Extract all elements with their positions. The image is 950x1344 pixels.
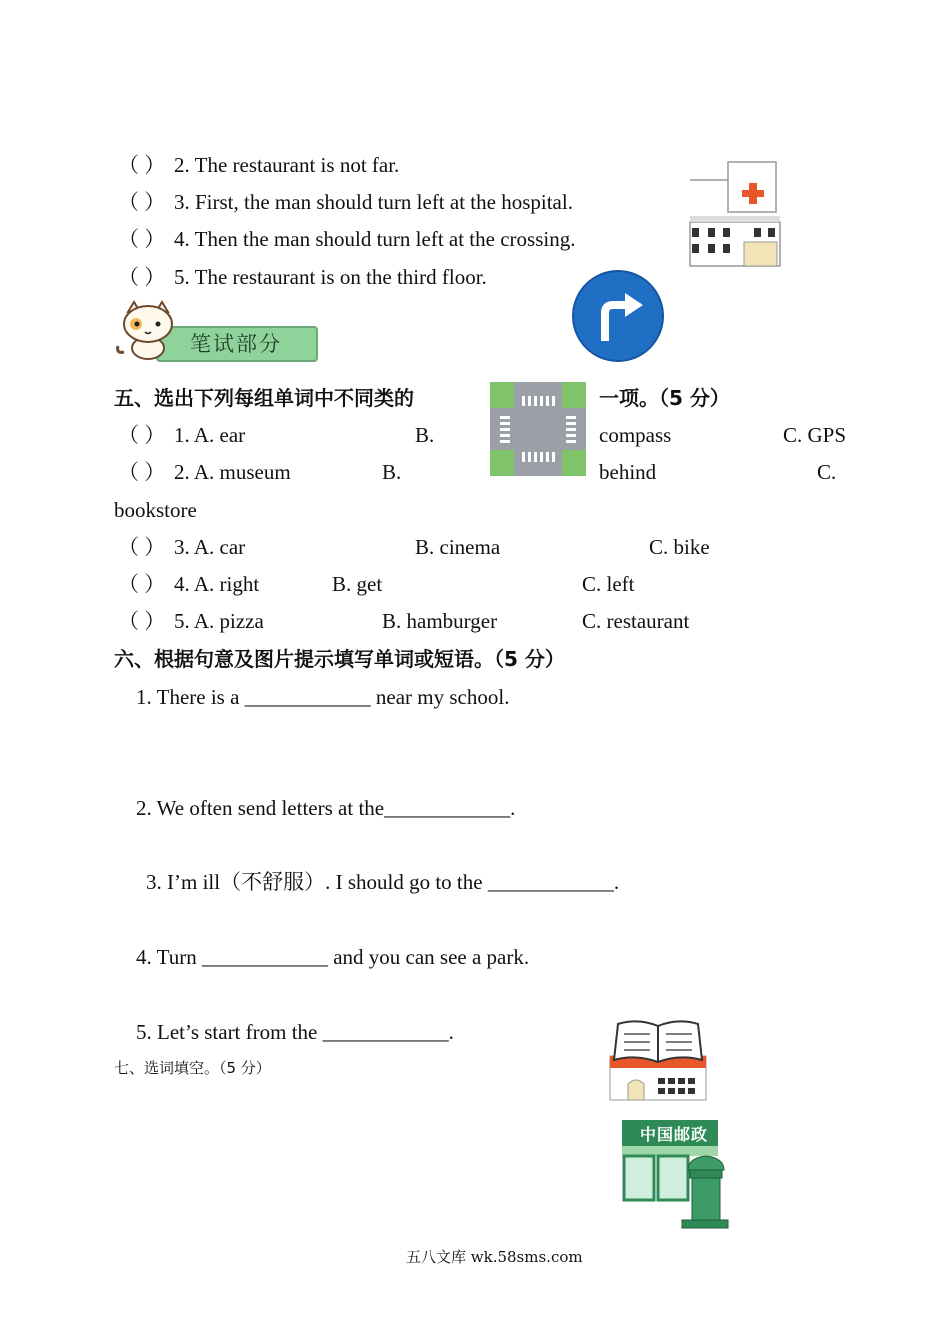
- answer-paren[interactable]: （ ）: [118, 423, 166, 447]
- fill-sentence-4[interactable]: 4. Turn ____________ and you can see a park.: [136, 945, 530, 969]
- answer-paren[interactable]: （ ）: [118, 190, 166, 214]
- choice-item-4: [118, 571, 259, 597]
- statement-3: [118, 189, 573, 215]
- option-b-word: behind: [599, 460, 657, 484]
- section-6-title: 六、根据句意及图片提示填写单词或短语。（5 分）: [114, 647, 565, 671]
- option-c: C. bike: [649, 535, 710, 559]
- statement-text: 4. Then the man should turn left at the crossing.: [174, 227, 576, 251]
- section-5-title-a: 五、选出下列每组单词中不同类的: [114, 386, 414, 410]
- option-b: B.: [415, 423, 435, 447]
- answer-paren[interactable]: （ ）: [118, 535, 166, 559]
- written-section-banner: [114, 300, 319, 362]
- option-c: C. GPS: [783, 423, 847, 447]
- section-7-title: 七、选词填空。（5 分）: [114, 1059, 271, 1077]
- option-b: B. hamburger: [382, 609, 498, 633]
- choice-item-3: [118, 534, 245, 560]
- option-b: B. get: [332, 572, 383, 596]
- option-a: 5. A. pizza: [174, 609, 264, 633]
- option-b: B.: [382, 460, 402, 484]
- post-office-picture: [622, 1120, 730, 1230]
- answer-paren[interactable]: （ ）: [118, 227, 166, 251]
- fill-sentence-3[interactable]: 3. I’m ill（不舒服）. I should go to the ____________.: [146, 870, 620, 894]
- answer-paren[interactable]: （ ）: [118, 460, 166, 484]
- post-office-sign: 中国邮政: [640, 1125, 709, 1144]
- statement-2: [118, 152, 399, 178]
- statement-text: 2. The restaurant is not far.: [174, 153, 400, 177]
- fill-sentence-2[interactable]: 2. We often send letters at the____________.: [136, 796, 516, 820]
- answer-paren[interactable]: （ ）: [118, 265, 166, 289]
- option-a: 4. A. right: [174, 572, 260, 596]
- option-b-word: compass: [599, 423, 672, 447]
- banner-label: 笔试部分: [190, 332, 282, 356]
- answer-paren[interactable]: （ ）: [118, 153, 166, 177]
- crossing-picture: [490, 382, 586, 476]
- bookstore-picture: [608, 1016, 708, 1102]
- option-a: 2. A. museum: [174, 460, 291, 484]
- fill-sentence-1[interactable]: 1. There is a ____________ near my school.: [136, 685, 510, 709]
- option-c: C. left: [582, 572, 635, 596]
- section-5-title-b: 一项。（5 分）: [599, 386, 730, 410]
- option-b: B. cinema: [415, 535, 501, 559]
- option-a: 3. A. car: [174, 535, 246, 559]
- statement-text: 5. The restaurant is on the third floor.: [174, 265, 487, 289]
- option-c: C. restaurant: [582, 609, 690, 633]
- cat-mascot-icon: [114, 300, 178, 360]
- statement-5: [118, 264, 487, 290]
- fill-sentence-5[interactable]: 5. Let’s start from the ____________.: [136, 1020, 454, 1044]
- answer-paren[interactable]: （ ）: [118, 609, 166, 633]
- hospital-picture: [688, 160, 782, 268]
- option-c: C.: [817, 460, 837, 484]
- option-a: 1. A. ear: [174, 423, 246, 447]
- turn-right-sign-icon: [571, 269, 665, 363]
- answer-paren[interactable]: （ ）: [118, 572, 166, 596]
- choice-item-5: [118, 608, 264, 634]
- choice-item-2: [118, 459, 291, 485]
- option-c-word: bookstore: [114, 498, 197, 522]
- statement-text: 3. First, the man should turn left at the hospital.: [174, 190, 573, 214]
- statement-4: [118, 226, 575, 252]
- choice-item-1: [118, 422, 245, 448]
- footer-watermark: 五八文库 wk.58sms.com: [406, 1248, 583, 1266]
